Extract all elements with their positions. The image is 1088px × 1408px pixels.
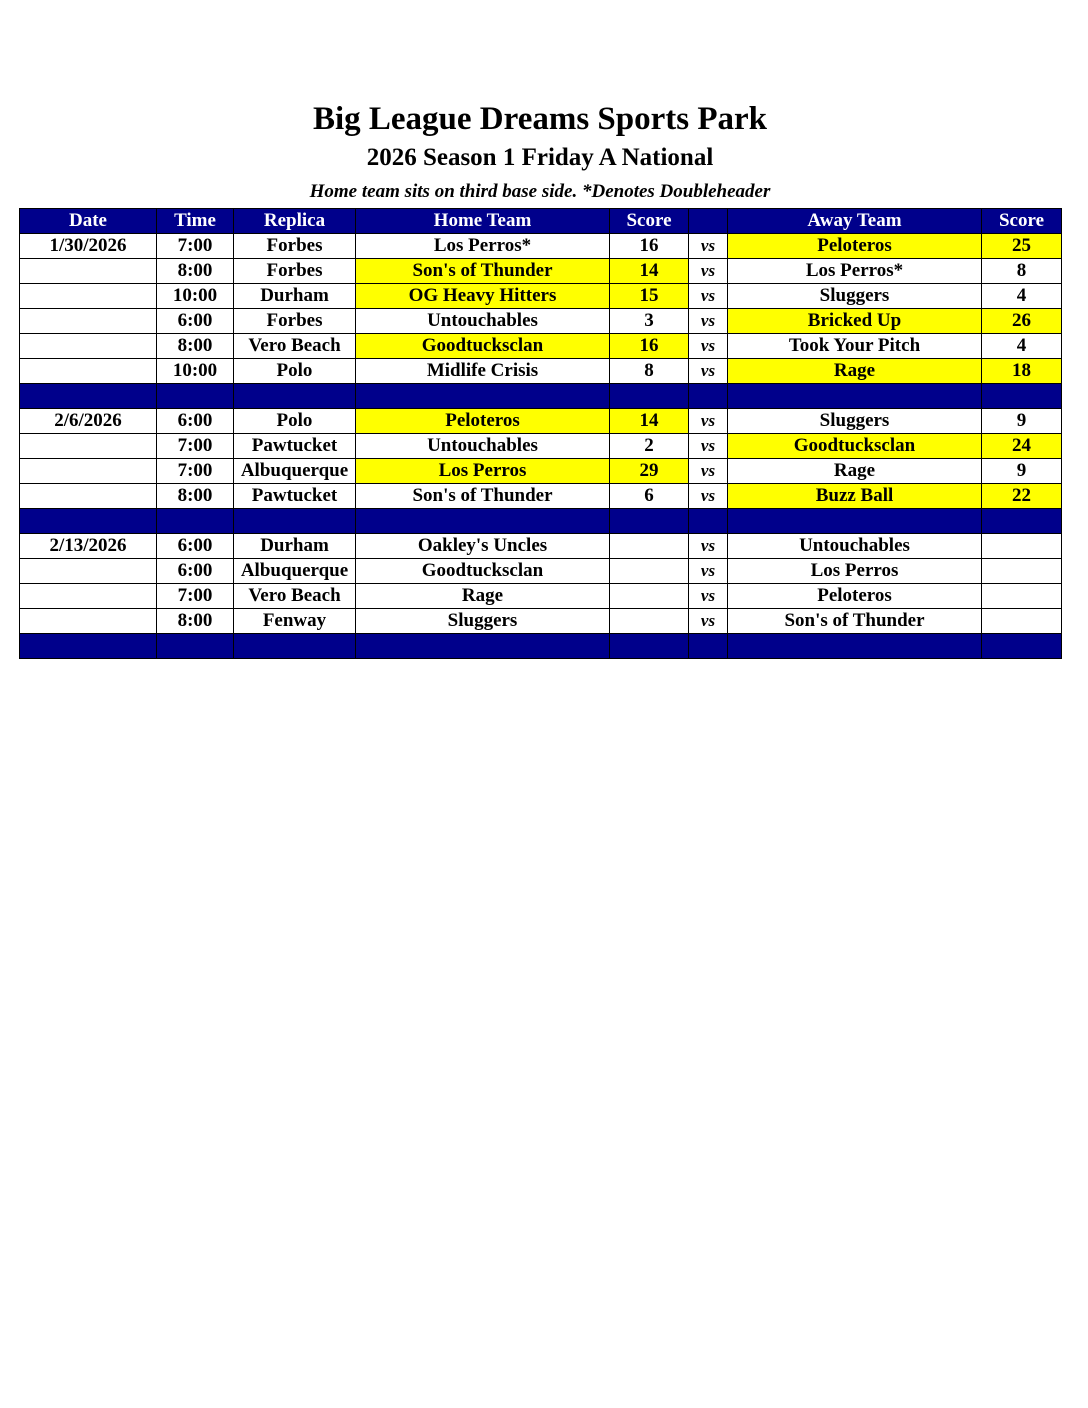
home-team-cell: Los Perros — [356, 459, 610, 484]
separator-row — [20, 634, 1062, 659]
separator-cell — [356, 509, 610, 534]
vs-cell: vs — [689, 309, 728, 334]
replica-cell: Forbes — [234, 309, 356, 334]
away-team-cell: Untouchables — [728, 534, 982, 559]
column-header-home-team: Home Team — [356, 209, 610, 234]
vs-cell: vs — [689, 284, 728, 309]
date-cell — [20, 284, 157, 309]
vs-cell: vs — [689, 534, 728, 559]
home-team-cell: Goodtucksclan — [356, 559, 610, 584]
away-score-cell: 24 — [982, 434, 1062, 459]
home-team-cell: Son's of Thunder — [356, 484, 610, 509]
column-header-vs — [689, 209, 728, 234]
separator-cell — [982, 634, 1062, 659]
vs-cell: vs — [689, 434, 728, 459]
column-header-replica: Replica — [234, 209, 356, 234]
separator-cell — [157, 384, 234, 409]
time-cell: 6:00 — [157, 534, 234, 559]
replica-cell: Albuquerque — [234, 559, 356, 584]
away-team-cell: Peloteros — [728, 234, 982, 259]
home-team-cell: Oakley's Uncles — [356, 534, 610, 559]
home-team-cell: OG Heavy Hitters — [356, 284, 610, 309]
away-score-cell: 22 — [982, 484, 1062, 509]
time-cell: 8:00 — [157, 609, 234, 634]
column-header-time: Time — [157, 209, 234, 234]
replica-cell: Vero Beach — [234, 584, 356, 609]
away-score-cell: 18 — [982, 359, 1062, 384]
home-score-cell — [610, 609, 689, 634]
home-team-cell: Midlife Crisis — [356, 359, 610, 384]
date-cell: 1/30/2026 — [20, 234, 157, 259]
separator-cell — [982, 509, 1062, 534]
page-title: Big League Dreams Sports Park — [312, 101, 768, 137]
replica-cell: Durham — [234, 534, 356, 559]
time-cell: 7:00 — [157, 234, 234, 259]
date-cell — [20, 359, 157, 384]
home-score-cell: 15 — [610, 284, 689, 309]
away-score-cell: 4 — [982, 334, 1062, 359]
replica-cell: Vero Beach — [234, 334, 356, 359]
time-cell: 6:00 — [157, 309, 234, 334]
game-row — [20, 359, 1062, 384]
away-team-cell: Bricked Up — [728, 309, 982, 334]
away-team-cell: Sluggers — [728, 284, 982, 309]
home-score-cell: 16 — [610, 334, 689, 359]
home-score-cell — [610, 559, 689, 584]
home-score-cell: 16 — [610, 234, 689, 259]
separator-cell — [728, 634, 982, 659]
replica-cell: Durham — [234, 284, 356, 309]
time-cell: 10:00 — [157, 359, 234, 384]
game-row — [20, 284, 1062, 309]
game-row — [20, 534, 1062, 559]
replica-cell: Forbes — [234, 259, 356, 284]
home-team-cell: Rage — [356, 584, 610, 609]
game-row — [20, 409, 1062, 434]
away-score-cell — [982, 584, 1062, 609]
column-header-away-score: Score — [982, 209, 1062, 234]
home-team-cell: Los Perros* — [356, 234, 610, 259]
vs-cell: vs — [689, 609, 728, 634]
separator-cell — [982, 384, 1062, 409]
home-team-cell: Son's of Thunder — [356, 259, 610, 284]
home-team-cell: Goodtucksclan — [356, 334, 610, 359]
home-score-cell: 14 — [610, 409, 689, 434]
date-cell — [20, 334, 157, 359]
away-team-cell: Los Perros* — [728, 259, 982, 284]
away-score-cell: 4 — [982, 284, 1062, 309]
replica-cell: Polo — [234, 359, 356, 384]
home-score-cell: 8 — [610, 359, 689, 384]
replica-cell: Albuquerque — [234, 459, 356, 484]
time-cell: 6:00 — [157, 559, 234, 584]
date-cell — [20, 559, 157, 584]
home-score-cell: 2 — [610, 434, 689, 459]
away-team-cell: Rage — [728, 359, 982, 384]
separator-cell — [20, 634, 157, 659]
separator-cell — [689, 384, 728, 409]
separator-cell — [157, 509, 234, 534]
time-cell: 8:00 — [157, 259, 234, 284]
separator-cell — [356, 634, 610, 659]
home-team-cell: Peloteros — [356, 409, 610, 434]
schedule-note: Home team sits on third base side. *Denotes Doubleheader — [309, 181, 771, 202]
away-team-cell: Los Perros — [728, 559, 982, 584]
separator-cell — [728, 384, 982, 409]
separator-cell — [20, 509, 157, 534]
game-row — [20, 434, 1062, 459]
replica-cell: Polo — [234, 409, 356, 434]
separator-cell — [689, 509, 728, 534]
away-team-cell: Buzz Ball — [728, 484, 982, 509]
away-team-cell: Took Your Pitch — [728, 334, 982, 359]
separator-cell — [610, 384, 689, 409]
separator-cell — [157, 634, 234, 659]
home-score-cell — [610, 584, 689, 609]
replica-cell: Pawtucket — [234, 434, 356, 459]
separator-cell — [728, 509, 982, 534]
away-score-cell: 9 — [982, 409, 1062, 434]
game-row — [20, 459, 1062, 484]
home-score-cell: 14 — [610, 259, 689, 284]
away-team-cell: Sluggers — [728, 409, 982, 434]
game-row — [20, 484, 1062, 509]
schedule-body — [20, 234, 1062, 659]
vs-cell: vs — [689, 559, 728, 584]
away-team-cell: Peloteros — [728, 584, 982, 609]
replica-cell: Pawtucket — [234, 484, 356, 509]
separator-row — [20, 384, 1062, 409]
away-team-cell: Goodtucksclan — [728, 434, 982, 459]
separator-row — [20, 509, 1062, 534]
replica-cell: Fenway — [234, 609, 356, 634]
away-score-cell: 26 — [982, 309, 1062, 334]
separator-cell — [234, 509, 356, 534]
time-cell: 8:00 — [157, 484, 234, 509]
home-team-cell: Sluggers — [356, 609, 610, 634]
vs-cell: vs — [689, 584, 728, 609]
time-cell: 6:00 — [157, 409, 234, 434]
date-cell — [20, 484, 157, 509]
column-header-away-team: Away Team — [728, 209, 982, 234]
away-team-cell: Rage — [728, 459, 982, 484]
separator-cell — [234, 384, 356, 409]
column-header-date: Date — [20, 209, 157, 234]
away-team-cell: Son's of Thunder — [728, 609, 982, 634]
away-score-cell — [982, 534, 1062, 559]
away-score-cell: 8 — [982, 259, 1062, 284]
home-score-cell: 3 — [610, 309, 689, 334]
schedule-table — [19, 208, 1062, 659]
date-cell — [20, 309, 157, 334]
replica-cell: Forbes — [234, 234, 356, 259]
vs-cell: vs — [689, 484, 728, 509]
game-row — [20, 559, 1062, 584]
date-cell: 2/13/2026 — [20, 534, 157, 559]
time-cell: 10:00 — [157, 284, 234, 309]
date-cell: 2/6/2026 — [20, 409, 157, 434]
away-score-cell — [982, 559, 1062, 584]
separator-cell — [610, 634, 689, 659]
vs-cell: vs — [689, 459, 728, 484]
time-cell: 8:00 — [157, 334, 234, 359]
game-row — [20, 259, 1062, 284]
home-score-cell — [610, 534, 689, 559]
away-score-cell: 25 — [982, 234, 1062, 259]
separator-cell — [356, 384, 610, 409]
date-cell — [20, 459, 157, 484]
header-row — [20, 209, 1062, 234]
column-header-home-score: Score — [610, 209, 689, 234]
date-cell — [20, 609, 157, 634]
home-score-cell: 29 — [610, 459, 689, 484]
separator-cell — [610, 509, 689, 534]
away-score-cell: 9 — [982, 459, 1062, 484]
vs-cell: vs — [689, 409, 728, 434]
game-row — [20, 234, 1062, 259]
time-cell: 7:00 — [157, 584, 234, 609]
date-cell — [20, 259, 157, 284]
separator-cell — [689, 634, 728, 659]
page-subtitle: 2026 Season 1 Friday A National — [366, 144, 714, 171]
vs-cell: vs — [689, 359, 728, 384]
game-row — [20, 334, 1062, 359]
vs-cell: vs — [689, 334, 728, 359]
game-row — [20, 584, 1062, 609]
game-row — [20, 609, 1062, 634]
date-cell — [20, 584, 157, 609]
home-score-cell: 6 — [610, 484, 689, 509]
date-cell — [20, 434, 157, 459]
away-score-cell — [982, 609, 1062, 634]
game-row — [20, 309, 1062, 334]
time-cell: 7:00 — [157, 459, 234, 484]
separator-cell — [20, 384, 157, 409]
separator-cell — [234, 634, 356, 659]
vs-cell: vs — [689, 234, 728, 259]
time-cell: 7:00 — [157, 434, 234, 459]
home-team-cell: Untouchables — [356, 309, 610, 334]
home-team-cell: Untouchables — [356, 434, 610, 459]
vs-cell: vs — [689, 259, 728, 284]
